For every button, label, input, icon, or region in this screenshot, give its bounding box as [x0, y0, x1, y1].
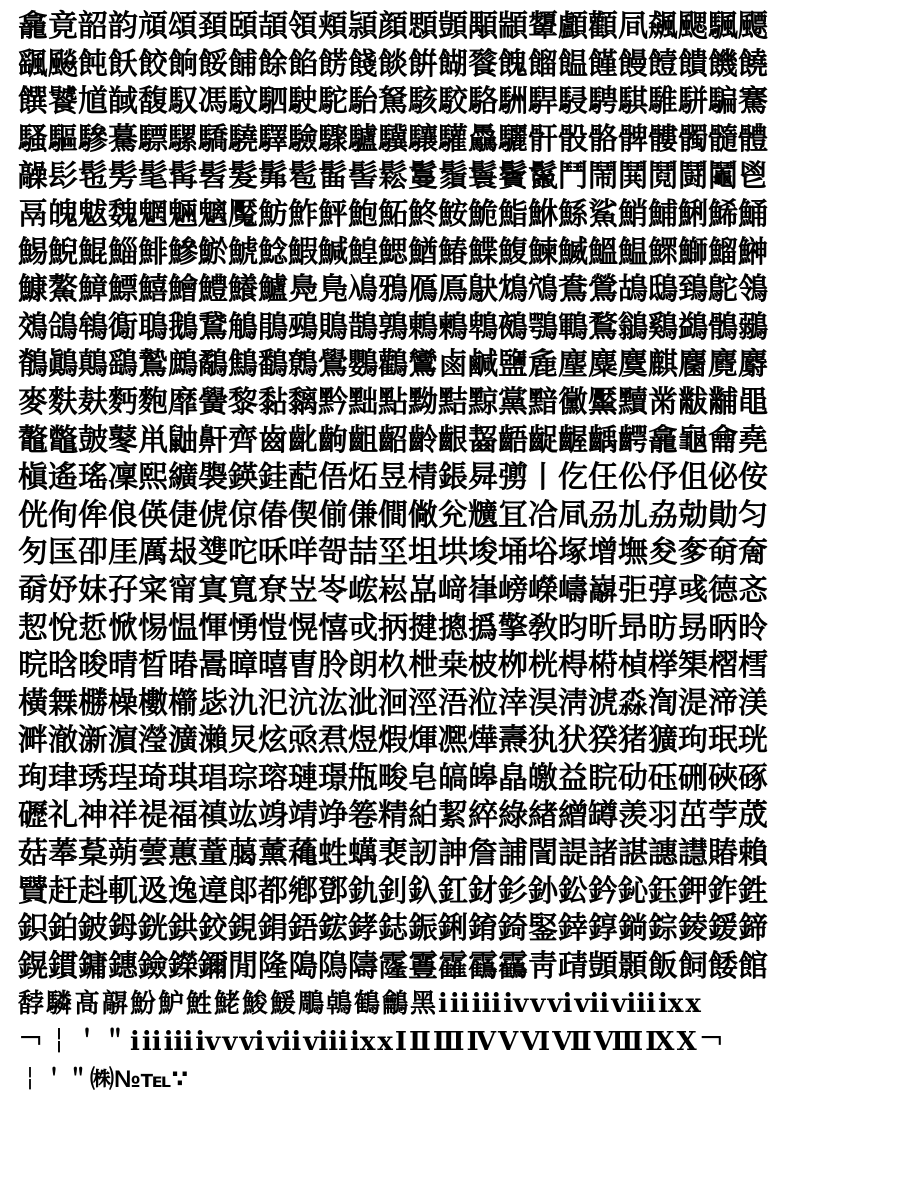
glyph-row: 晥晗晙晴晳暙暠暲暿曺朎朗杦枻桒柀栁桄棏﨓楨﨔榘槢樰: [18, 648, 768, 684]
glyph-row: 鶺鷆鷏鷂鷙鷓鷸鷦鷭鷯鷽鸚鸛鸞鹵鹹鹽麁麈麋麌麒麕麑麝: [18, 347, 768, 383]
glyph-row: 鯣鯢鯤鯔鯡鰺鯲鯱鯰鰕鰔鰉鰓鰌鰆鰈鰒鰊鰄鰮鰛鰥鰤鰡鰰: [18, 234, 768, 270]
glyph-row: 珣珒琇珵琦琪琩琮瑢璉璟甁畯皂皜皞皛皦益睆劯砡硎硤硺: [18, 760, 768, 796]
glyph-row: 髞髟髢髣髦髯髫髮髴髱髷髻鬆鬘鬚鬟鬢鬣鬥鬧鬨鬩鬪鬮鬯: [18, 159, 768, 195]
glyph-row: 槇遙瑤凜熙纊褜鍈銈蓜俉炻昱棈鋹曻彅丨仡仼伀伃伹佖侒: [18, 460, 768, 496]
glyph-row: 贒赶﨣軏﨤逸遧郞都鄕鄧釚釗釞釭釮釤釥鈆鈐鈊鈺鉀鈼鉎: [18, 873, 768, 909]
glyph-row: 馞驎髙髜魵魲鮏鮱鮻鰀鵰鵫鶴鸙黑ⅰⅱⅲⅳⅴⅵⅶⅷⅸⅹ: [18, 989, 703, 1019]
glyph-row: 龕竟韶韵頏頌頚頣頡領頬頴顔顋顗顒顓顰顱顴凬飆颸颿飃: [18, 9, 768, 44]
glyph-row: 鵁鴿鴾鵆鵈鵝鵞鵤鵑鵐鵙鵲鶉鶇鶫鵯鵺鶚鶤鶩鶲鷄鷁鶻鶸: [18, 309, 768, 345]
glyph-row: 鎤鏆鏞鏸鐱鑅鑈閒隆﨩隝隯霳霻靃靍靏靑靕顗顥飯飼餧館: [18, 948, 768, 984]
glyph-row: 礰礼神祥禔福禛竑竧靖竫箞精絈絜綷綠緖繒罇羡羽茁荢荿: [18, 798, 768, 834]
glyph-sheet: [18, 8, 882, 1098]
glyph-row: 饌饕馗馘馥馭馮馼駟駛駝駘駑駭駮駱駲駻駸騁騏騅駢騙騫: [18, 84, 768, 120]
glyph-row: 奣妤妺孖寀甯寘寬尞岦岺峵崧嵓﨑嵂嵭嶸嶹巐弡弴彧德忞: [18, 572, 768, 608]
glyph-row: 鬲魄魃魏魍魎魑魘魴鮓鮃鮑鮖鮗鮟鮠鮨鮴鯀鯊鮹鯆鯏鯑鯒: [18, 196, 768, 232]
glyph-row: ￢￤＇＂ⅰⅱⅲⅳⅴⅵⅶⅷⅸⅹⅠⅡⅢⅣⅤⅥⅦⅧⅨⅩ￢: [18, 1027, 727, 1057]
glyph-row: 麥麩麸麪麭靡黌黎黏黐黔黜點黝黠黥黨黯黴黶黷黹黻黼黽: [18, 384, 768, 420]
glyph-row: 橫橆橳橾櫢櫤毖氿汜沆汯泚洄涇浯涖涬淏淸淲淼渹湜渧渼: [18, 685, 768, 721]
glyph-row: 騷驅驂驀驃騾驕驍驛驗驟驢驥驤驩驫驪骭骰骼髀髏髑髓體: [18, 121, 768, 157]
glyph-row: 鼇鼈皷鼕鼡鼬鼾齊齒齔齣齟齠齡齦齧齬齪齷齲齶龕龜龠堯: [18, 422, 768, 458]
glyph-row: 溿澈澵濵瀅瀇瀨炅炫焏焄煜煆煇凞燁燾犱犾猤猪獷玽珉珖: [18, 723, 768, 759]
glyph-row: 侊侚侔俍偀倢俿倞偆偰偂傔僴僘兊兤冝冾凬刕劜劦勀勛匀: [18, 497, 768, 533]
glyph-row: 菇菶葈蒴蕓蕙蕫﨟薰蘒﨡蠇裵訒訷詹誧誾諟諸諶譓譿賰賴: [18, 836, 768, 872]
glyph-row: 匇匤卲厓厲叝﨎咜咊咩哿喆坙坥垬埈埇﨏塚增墲夋奓奛奝: [18, 535, 768, 571]
glyph-row: 颻飈飩飫餃餉餒餔餘餡餝餞餤餠餬餮餽餾饂饉饅饐饋饑饒: [18, 46, 768, 82]
glyph-row: ￤＇＂㈱№℡∵: [18, 1065, 189, 1093]
glyph-row: 鉙鉑鈹鉧銧鉷鉸鋧鋗鋙鋐﨧鋕鋠鋓錥錡鋻﨨錞鋿錝錂鍰鍗: [18, 911, 768, 947]
glyph-row: 恝悅悊惞惕愠惲愑愷愰憘戓抦揵摠撝擎敎昀昕昻昉昮昞昤: [18, 610, 768, 646]
glyph-row: 鱇鰲鱆鰾鱚鱠鱧鱶鱸鳧鳬鳰鴉鴈鳫鴃鴆鴪鴦鶯鴣鴟鵄鴕鴒: [18, 272, 768, 308]
